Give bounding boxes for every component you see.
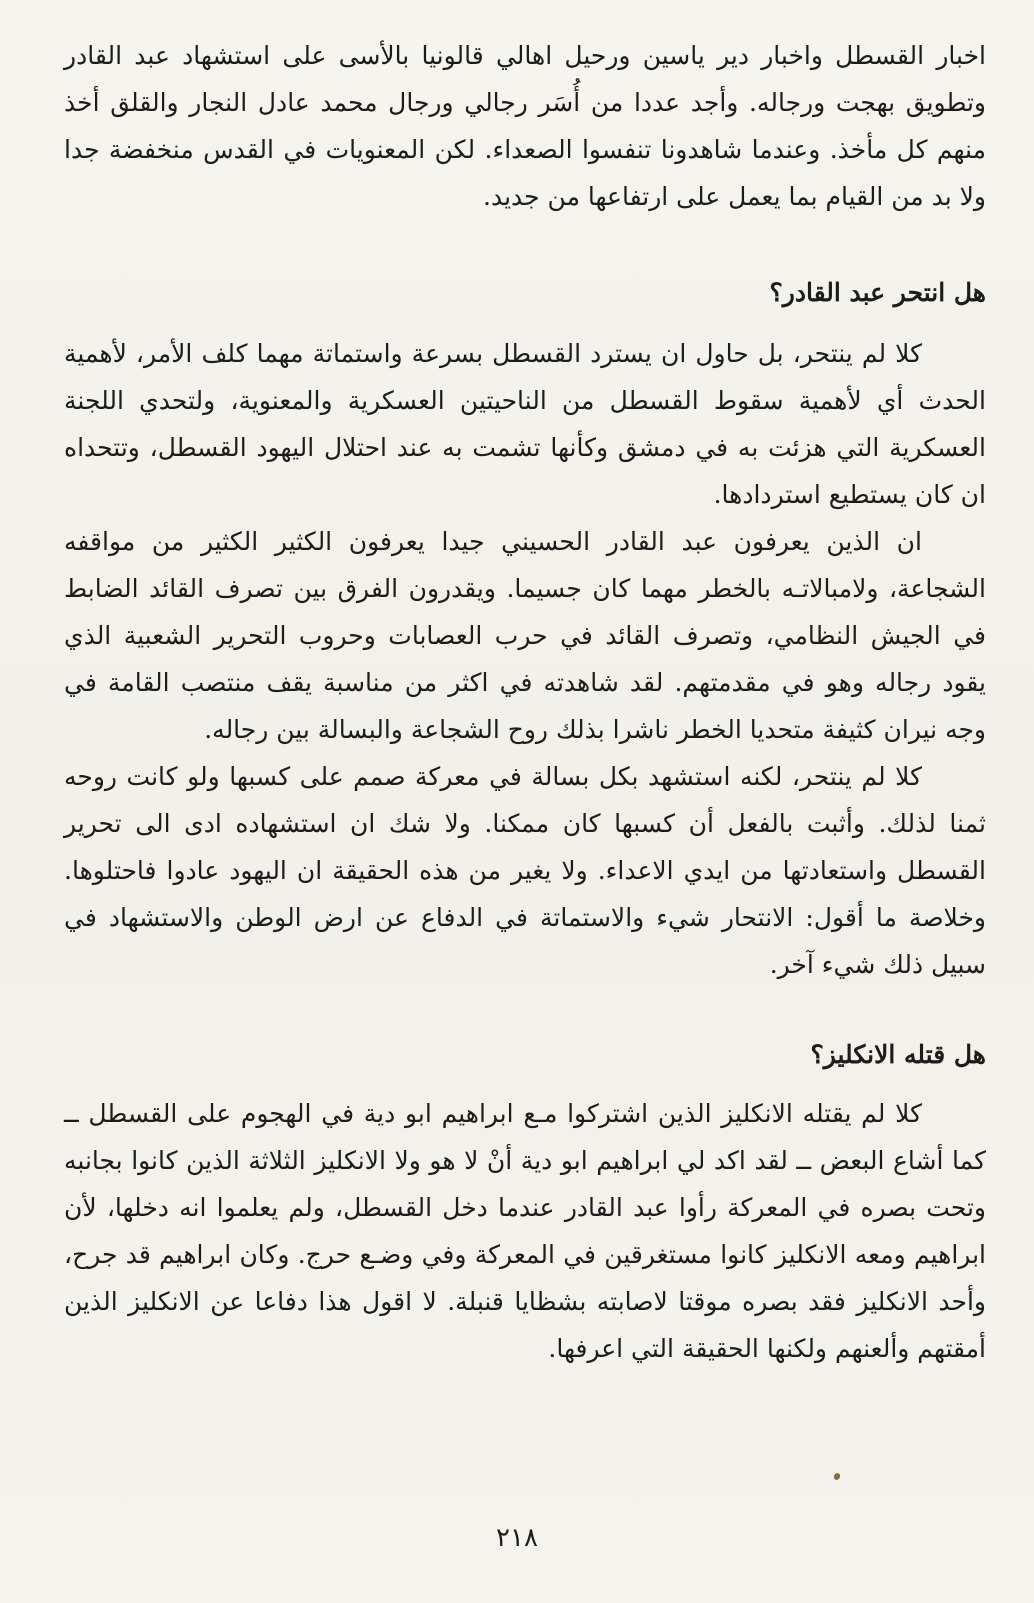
intro-paragraph: اخبار القسطل واخبار دير ياسين ورحيل اهالي قالونيا بالأسى على استشهاد عبد القادر وتطويق بهجت ورجاله. وأجد عددا من أُسَر رجالي ورجال محمد عادل النجار والقلق أخذ منهم كل مأخذ. وعندما شاهدونا تنفسوا الصعداء. لكن المعنويات في القدس منخفضة جدا ولا بد من القيام بما يعمل على ارتفاعها من جديد. bbox=[64, 41, 986, 211]
section1-text-block bbox=[64, 330, 986, 988]
section1-paragraph-2: ان الذين يعرفون عبد القادر الحسيني جيدا يعرفون الكثير الكثير من مواقفه الشجاعة، ولامبالاتـه بالخطر مهما كان جسيما. ويقدرون الفرق بين تصرف القائد الضابط في الجيش النظامي، وتصرف القائد في حرب العصابات وحروب التحرير الشعبية الذي يقود رجاله وهو في مقدمتهم. لقد شاهدته في اكثر من مناسبة يقف منتصب القامة في وجه نيران كثيفة متحديا الخطر ناشرا بذلك روح الشجاعة والبسالة بين رجاله. bbox=[64, 527, 986, 744]
page-number: ٢١٨ bbox=[496, 1523, 538, 1553]
intro-paragraph-block bbox=[64, 32, 986, 220]
section1-paragraph-3: كلا لم ينتحر، لكنه استشهد بكل بسالة في معركة صمم على كسبها ولو كانت روحه ثمنا لذلك. وأثبت بالفعل أن كسبها كان ممكنا. ولا شك ان استشهاده ادى الى تحرير القسطل واستعادتها من ايدي الاعداء. ولا يغير من هذه الحقيقة ان اليهود عادوا فاحتلوها. وخلاصة ما أقول: الانتحار شيء والاستماتة في الدفاع عن ارض الوطن والاستشهاد في سبيل ذلك شيء آخر. bbox=[64, 762, 986, 979]
paper-speck bbox=[833, 1472, 842, 1481]
section1-paragraph-1: كلا لم ينتحر، بل حاول ان يسترد القسطل بسرعة واستماتة مهما كلف الأمر، لأهمية الحدث أي لأهمية سقوط القسطل من الناحيتين العسكرية والمعنوية، ولتحدي اللجنة العسكرية التي هزئت به في دمشق وكأنها تشمت به عند احتلال اليهود القسطل، وتتحداه ان كان يستطيع استردادها. bbox=[64, 339, 986, 509]
section2-paragraph-1: كلا لم يقتله الانكليز الذين اشتركوا مـع ابراهيم ابو دية في الهجوم على القسطل ــ كما أشاع البعض ــ لقد اكد لي ابراهيم ابو دية أنْ لا هو ولا الانكليز الثلاثة الذين كانوا بجانبه وتحت بصره في المعركة رأوا عبد القادر عندما دخل القسطل، ولم يعلموا انه دخلها، لأن ابراهيم ومعه الانكليز كانوا مستغرقين في المعركة وفي وضـع حرج. وكان ابراهيم قد جرح، وأحد الانكليز فقد بصره موقتا لاصابته بشظايا قنبلة. لا اقول هذا دفاعا عن الانكليز الذين أمقتهم وألعنهم ولكنها الحقيقة التي اعرفها. bbox=[64, 1099, 986, 1363]
section2-text-block bbox=[64, 1090, 986, 1372]
section-heading-suicide: هل انتحر عبد القادر؟ bbox=[769, 278, 986, 307]
section-heading-english: هل قتله الانكليز؟ bbox=[810, 1040, 986, 1069]
